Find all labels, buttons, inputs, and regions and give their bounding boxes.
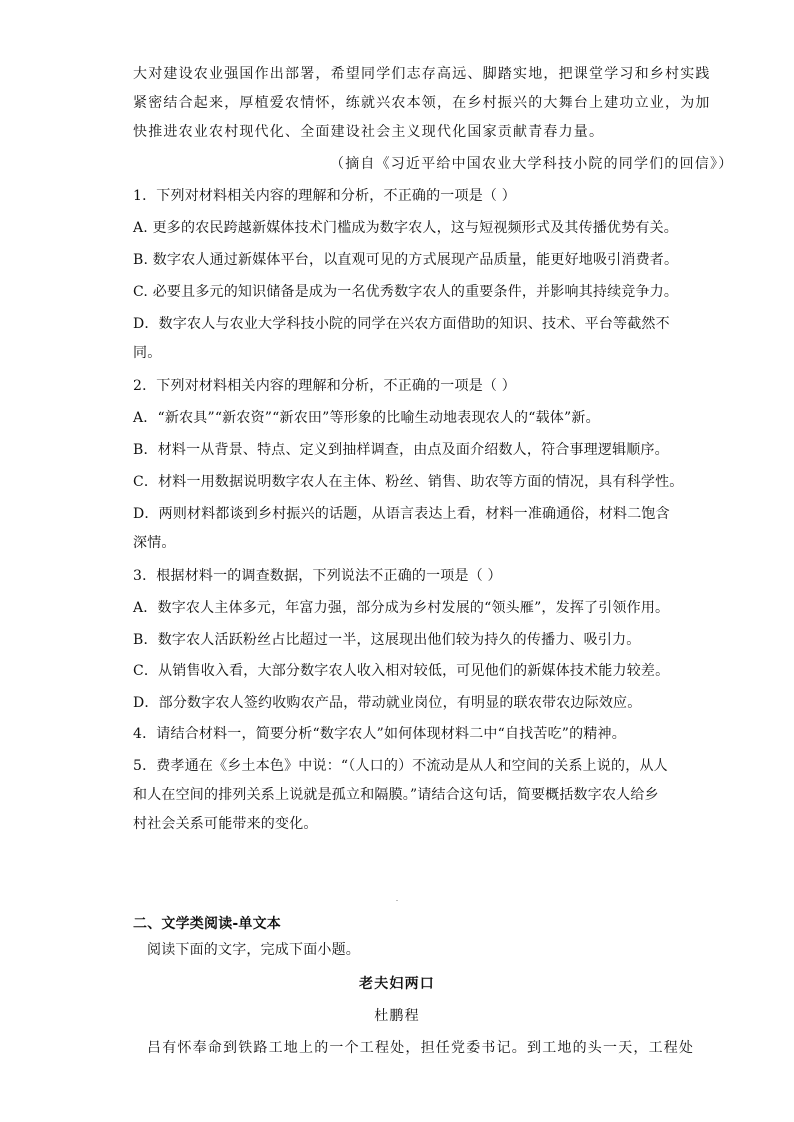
question-2-option-c: C．材料一用数据说明数字农人在主体、粉丝、销售、助农等方面的情况，具有科学性。: [133, 474, 684, 490]
question-1-option-b: B. 数字农人通过新媒体平台，以直观可见的方式展现产品质量，能更好地吸引消费者。: [133, 252, 679, 268]
question-5-stem-cont: 和人在空间的排列关系上说就是孤立和隔膜。”请结合这句话，简要概括数字农人给乡: [133, 787, 659, 803]
question-1-option-d: D．数字农人与农业大学科技小院的同学在兴农方面借助的知识、技术、平台等截然不: [133, 316, 670, 332]
question-3-option-a: A．数字农人主体多元，年富力强，部分成为乡村发展的“领头雁”，发挥了引领作用。: [133, 600, 670, 616]
material-text-line: 紧密结合起来，厚植爱农情怀，练就兴农本领，在乡村振兴的大舞台上建功立业，为加: [133, 95, 711, 111]
question-2-option-d: D．两则材料都谈到乡村振兴的话题，从语言表达上看，材料一准确通俗，材料二饱含: [133, 506, 670, 522]
material-text-line: 快推进农业农村现代化、全面建设社会主义现代化国家贡献青春力量。: [133, 124, 605, 140]
question-4-stem: 4．请结合材料一，简要分析“数字农人”如何体现材料二中“自找苦吃”的精神。: [133, 726, 626, 742]
question-1-option-c: C. 必要且多元的知识储备是成为一名优秀数字农人的重要条件，并影响其持续竞争力。: [133, 284, 679, 300]
section-heading: 二、文学类阅读-单文本: [133, 916, 282, 932]
question-3-option-c: C．从销售收入看，大部分数字农人收入相对较低，可见他们的新媒体技术能力较差。: [133, 663, 670, 679]
question-2-stem: 2．下列对材料相关内容的理解和分析，不正确的一项是（ ）: [133, 378, 516, 394]
question-1-option-d-cont: 同。: [133, 345, 162, 361]
question-2-option-a: A．“新农具”“新农资”“新农田”等形象的比喻生动地表现农人的“载体”新。: [133, 410, 600, 426]
story-author: 杜鹏程: [374, 1008, 420, 1024]
question-1-stem: 1．下列对材料相关内容的理解和分析，不正确的一项是（ ）: [133, 188, 516, 204]
question-2-option-b: B．材料一从背景、特点、定义到抽样调查，由点及面介绍数人，符合事理逻辑顺序。: [133, 442, 669, 458]
story-first-line: 吕有怀奉命到铁路工地上的一个工程处，担任党委书记。到工地的头一天，工程处: [147, 1040, 695, 1056]
question-5-stem: 5．费孝通在《乡土本色》中说：“（人口的）不流动是从人和空间的关系上说的，从人: [133, 758, 668, 774]
story-title: 老夫妇两口: [359, 976, 435, 992]
question-3-stem: 3．根据材料一的调查数据，下列说法不正确的一项是（ ）: [133, 568, 502, 584]
section-instruction: 阅读下面的文字，完成下面小题。: [147, 942, 360, 958]
scan-speck: [396, 900, 398, 901]
question-5-stem-cont: 村社会关系可能带来的变化。: [133, 816, 318, 832]
question-3-option-d: D．部分数字农人签约收购农产品，带动就业岗位，有明显的联农带农边际效应。: [133, 695, 642, 711]
material-source: （摘自《习近平给中国农业大学科技小院的同学们的回信》）: [330, 156, 734, 172]
material-text-line: 大对建设农业强国作出部署，希望同学们志存高远、脚踏实地，把课堂学习和乡村实践: [133, 66, 711, 82]
question-2-option-d-cont: 深情。: [133, 535, 176, 551]
question-3-option-b: B．数字农人活跃粉丝占比超过一半，这展现出他们较为持久的传播力、吸引力。: [133, 632, 641, 648]
question-1-option-a: A. 更多的农民跨越新媒体技术门槛成为数字农人，这与短视频形式及其传播优势有关。: [133, 220, 679, 236]
